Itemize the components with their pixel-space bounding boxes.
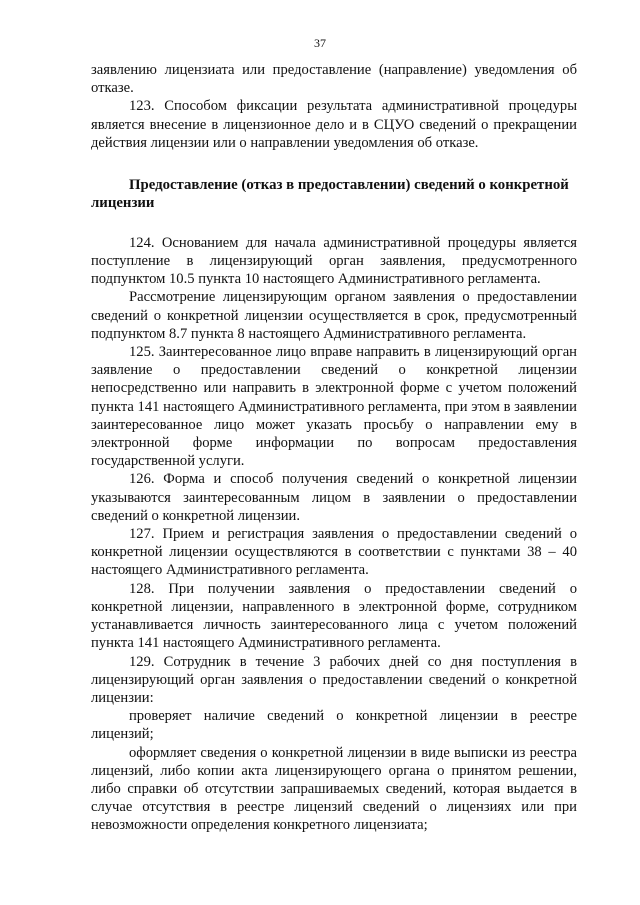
paragraph-128: 128. При получении заявления о предоставлении сведений о конкретной лицензии, направленного в электронной форме, сотрудником устанавливается личность заинтересованного лица с учетом положений пункта 141 настоящего Административного регламента. <box>91 580 577 652</box>
paragraph-125: 125. Заинтересованное лицо вправе направить в лицензирующий орган заявление о предоставлении сведений о конкретной лицензии непосредственно или направить в электронной форме с учетом положений пункта 141 настоящего Административного регламента, при этом в заявлении заинтересованное лицо может указать просьбу о направлении ему в электронной форме информации по вопросам предоставления государственной услуги. <box>91 344 577 470</box>
paragraph-127: 127. Прием и регистрация заявления о предоставлении сведений о конкретной лицензии осуществляются в соответствии с пунктами 38 – 40 настоящего Административного регламента. <box>91 526 577 579</box>
paragraph-126: 126. Форма и способ получения сведений о конкретной лицензии указываются заинтересованным лицом в заявлении о предоставлении сведений о конкретной лицензии. <box>91 471 577 524</box>
paragraph-continuation: заявлению лицензиата или предоставление (направление) уведомления об отказе. <box>91 62 577 97</box>
paragraph-129: 129. Сотрудник в течение 3 рабочих дней со дня поступления в лицензирующий орган заявления о предоставлении сведений о конкретной лицензии: <box>91 653 577 706</box>
document-body <box>91 61 577 835</box>
paragraph-129-check: проверяет наличие сведений о конкретной лицензии в реестре лицензий; <box>91 708 577 743</box>
paragraph-124: 124. Основанием для начала административной процедуры является поступление в лицензирующий орган заявления, предусмотренного подпунктом 10.5 пункта 10 настоящего Административного регламента. <box>91 234 577 288</box>
paragraph-123: 123. Способом фиксации результата административной процедуры является внесение в лицензионное дело и в СЦУО сведений о прекращении действия лицензии или о направлении уведомления об отказе. <box>91 98 577 151</box>
page-number: 37 <box>314 36 326 50</box>
paragraph-129-issue: оформляет сведения о конкретной лицензии в виде выписки из реестра лицензий, либо копии акта лицензирующего органа о принятом решении, либо справки об отсутствии запрашиваемых сведений, которая выдается в случае отсутствия в реестре лицензий сведений о лицензиях или при невозможности определения конкретного лицензиата; <box>91 744 577 834</box>
paragraph-124-review: Рассмотрение лицензирующим органом заявления о предоставлении сведений о конкретной лицензии осуществляется в срок, предусмотренный подпунктом 8.7 пункта 8 настоящего Административного регламента. <box>91 289 577 342</box>
section-heading: Предоставление (отказ в предоставлении) сведений о конкретной лицензии <box>91 177 569 212</box>
